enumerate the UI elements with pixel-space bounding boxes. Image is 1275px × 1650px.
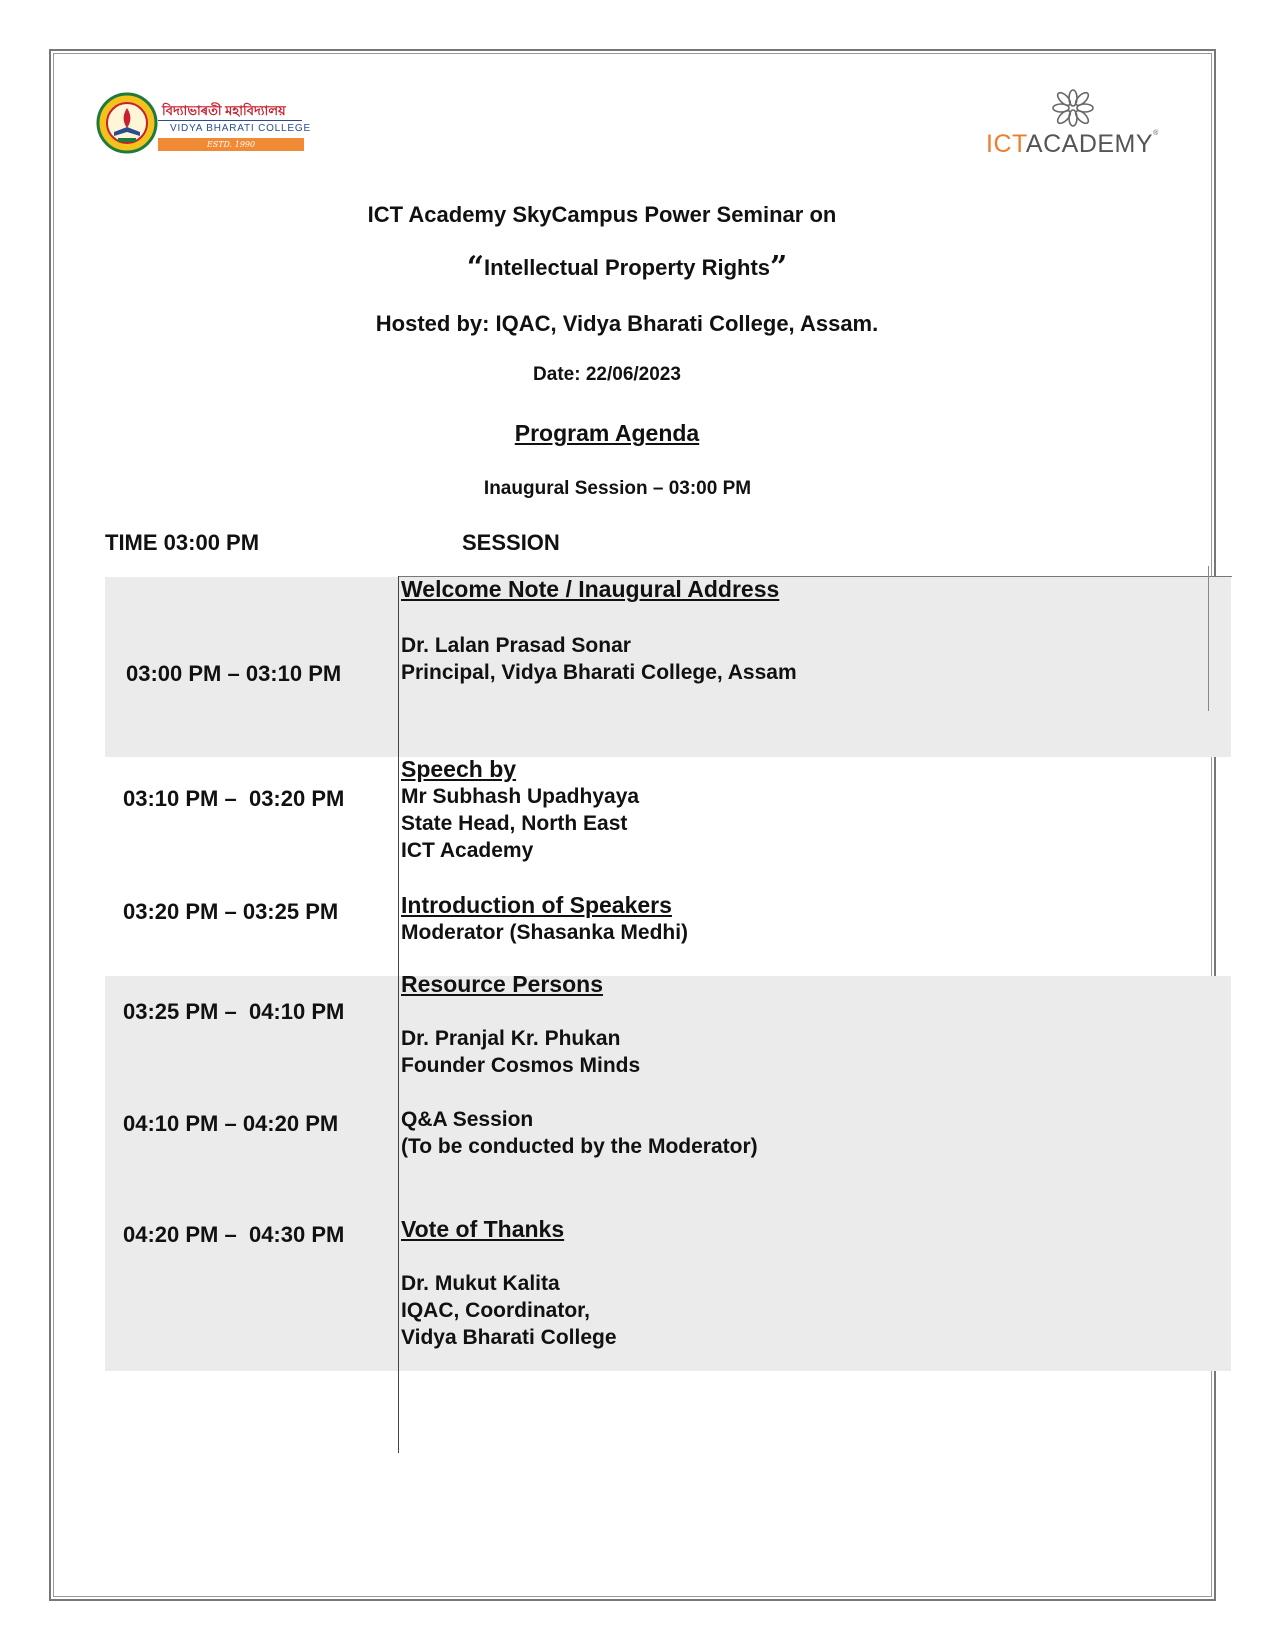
column-divider <box>398 576 399 1453</box>
ict-wordmark-suffix: ACADEMY <box>1025 130 1154 158</box>
agenda-session <box>401 971 640 1079</box>
college-name: VIDYA BHARATI COLLEGE <box>170 123 311 134</box>
seminar-topic <box>52 250 1202 285</box>
event-date: Date: 22/06/2023 <box>533 364 681 385</box>
agenda-time: 03:10 PM – 03:20 PM <box>123 786 345 811</box>
session-line: Dr. Lalan Prasad Sonar <box>401 634 631 657</box>
agenda-time: 03:20 PM – 03:25 PM <box>123 899 339 924</box>
time-column-header: TIME 03:00 PM <box>105 530 260 555</box>
session-line: Moderator (Shasanka Medhi) <box>401 921 689 944</box>
session-line: Dr. Mukut Kalita <box>401 1272 560 1295</box>
agenda-session <box>401 892 688 946</box>
college-estd-banner: ESTD. 1990 <box>158 138 304 151</box>
session-line: Vidya Bharati College <box>401 1326 617 1349</box>
session-line: IQAC, Coordinator, <box>401 1299 590 1322</box>
session-line: ICT Academy <box>401 839 534 862</box>
ict-academy-logo <box>986 88 1166 162</box>
session-line: Dr. Pranjal Kr. Phukan <box>401 1027 621 1050</box>
session-line: Founder Cosmos Minds <box>401 1054 641 1077</box>
agenda-session <box>401 1216 617 1351</box>
session-line: Q&A Session <box>401 1108 534 1131</box>
ict-flower-icon <box>1051 88 1095 128</box>
agenda-time: 03:25 PM – 04:10 PM <box>123 999 345 1024</box>
session-heading: Introduction of Speakers <box>401 892 672 918</box>
session-line: State Head, North East <box>401 812 628 835</box>
session-line: Mr Subhash Upadhyaya <box>401 785 640 808</box>
session-line: Principal, Vidya Bharati College, Assam <box>401 661 797 684</box>
session-column-header: SESSION <box>462 530 560 555</box>
session-heading: Welcome Note / Inaugural Address <box>401 576 780 602</box>
hosted-by: Hosted by: IQAC, Vidya Bharati College, Assam. <box>375 311 879 336</box>
college-logo <box>96 92 311 156</box>
session-heading: Resource Persons <box>401 971 603 997</box>
open-quote: “ <box>466 250 484 285</box>
agenda-session <box>401 756 639 864</box>
session-start: Inaugural Session – 03:00 PM <box>483 478 752 499</box>
college-logo-divider <box>158 120 302 121</box>
registered-mark: ® <box>1153 130 1159 137</box>
close-quote: ” <box>770 250 788 285</box>
agenda-time: 04:20 PM – 04:30 PM <box>123 1222 345 1247</box>
ict-academy-wordmark <box>986 130 1159 159</box>
college-emblem-icon <box>96 92 158 154</box>
session-heading: Vote of Thanks <box>401 1216 565 1242</box>
row-shading-2 <box>105 976 1231 1371</box>
agenda-session <box>401 576 797 686</box>
agenda-time: 04:10 PM – 04:20 PM <box>123 1111 339 1136</box>
topic-text: Intellectual Property Rights <box>483 255 771 280</box>
agenda-session <box>401 1106 758 1160</box>
ict-wordmark-prefix: ICT <box>986 130 1026 158</box>
table-right-rule <box>1208 566 1209 711</box>
agenda-title: Program Agenda <box>514 420 700 446</box>
college-name-bengali: বিদ্যাভাৰতী মহাবিদ্যালয় <box>162 103 286 118</box>
session-line: (To be conducted by the Moderator) <box>401 1135 758 1158</box>
seminar-title: ICT Academy SkyCampus Power Seminar on <box>367 202 837 227</box>
agenda-time: 03:00 PM – 03:10 PM <box>126 661 342 686</box>
session-heading: Speech by <box>401 756 517 782</box>
